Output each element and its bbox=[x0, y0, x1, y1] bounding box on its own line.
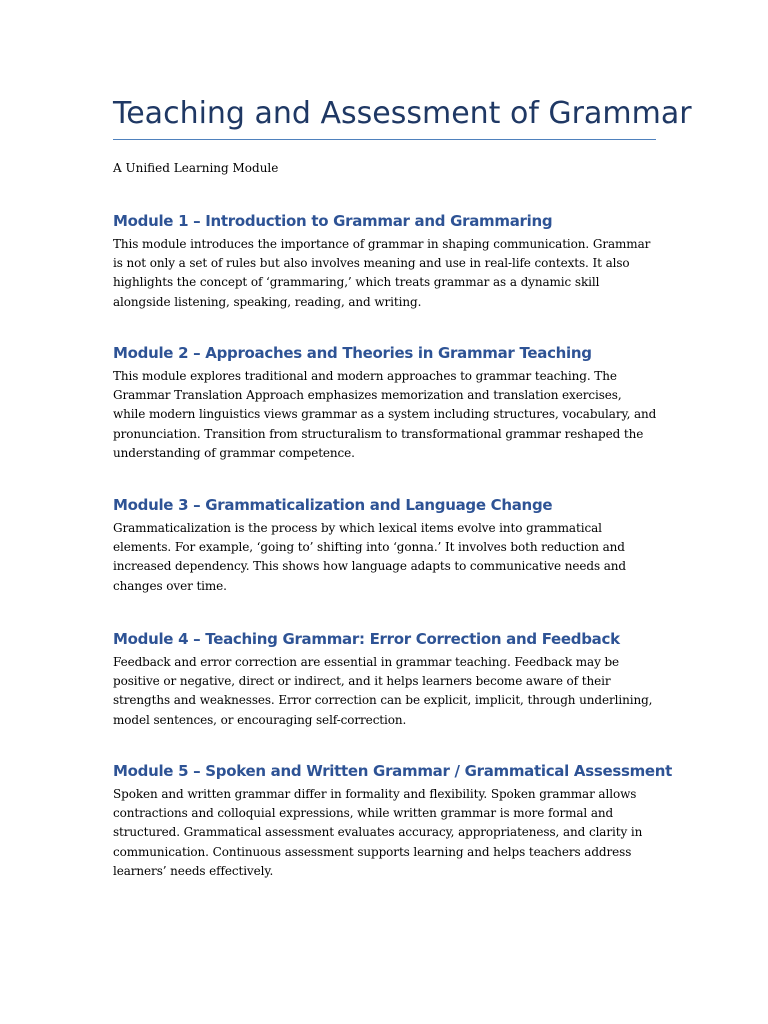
module-section-2 bbox=[113, 342, 657, 463]
module-section-5 bbox=[113, 760, 673, 881]
module-heading: Module 1 – Introduction to Grammar and Grammaring bbox=[113, 212, 553, 230]
module-heading: Module 2 – Approaches and Theories in Grammar Teaching bbox=[113, 344, 592, 362]
module-heading: Module 3 – Grammaticalization and Language Change bbox=[113, 496, 553, 514]
document-subtitle: A Unified Learning Module bbox=[113, 161, 279, 175]
module-section-1 bbox=[113, 210, 657, 312]
module-body-text: This module introduces the importance of grammar in shaping communication. Grammar is not only a set of rules but also involves meaning and use in real-life contexts. It also highlights the concept of ‘grammaring,’ which treats grammar as a dynamic skill alongside listening, speaking, reading, and writing. bbox=[113, 237, 651, 309]
module-body-text: Grammaticalization is the process by which lexical items evolve into grammatical elements. For example, ‘going to’ shifting into ‘gonna.’ It involves both reduction and increased dependency. This shows how language adapts to communicative needs and changes over time. bbox=[113, 521, 627, 593]
module-heading: Module 4 – Teaching Grammar: Error Correction and Feedback bbox=[113, 630, 620, 648]
module-body-text: Feedback and error correction are essential in grammar teaching. Feedback may be positive or negative, direct or indirect, and it helps learners become aware of their strengths and weaknesses. Error correction can be explicit, implicit, through underlining, model sentences, or encouraging self-correction. bbox=[113, 655, 653, 727]
module-section-3 bbox=[113, 494, 657, 596]
title-underline-divider bbox=[113, 139, 656, 140]
module-heading: Module 5 – Spoken and Written Grammar / Grammatical Assessment bbox=[113, 762, 673, 780]
module-body-text: Spoken and written grammar differ in formality and flexibility. Spoken grammar allows contractions and colloquial expressions, while written grammar is more formal and structured. Grammatical assessment evaluates accuracy, appropriateness, and clarity in communication. Continuous assessment supports learning and helps teachers address learners’ needs effectively. bbox=[113, 787, 643, 878]
module-body-text: This module explores traditional and modern approaches to grammar teaching. The Grammar Translation Approach emphasizes memorization and translation exercises, while modern linguistics views grammar as a system including structures, vocabulary, and pronunciation. Transition from structuralism to transformational grammar reshaped the understanding of grammar competence. bbox=[113, 369, 657, 460]
module-section-4 bbox=[113, 628, 657, 730]
document-title: Teaching and Assessment of Grammar bbox=[113, 96, 692, 131]
